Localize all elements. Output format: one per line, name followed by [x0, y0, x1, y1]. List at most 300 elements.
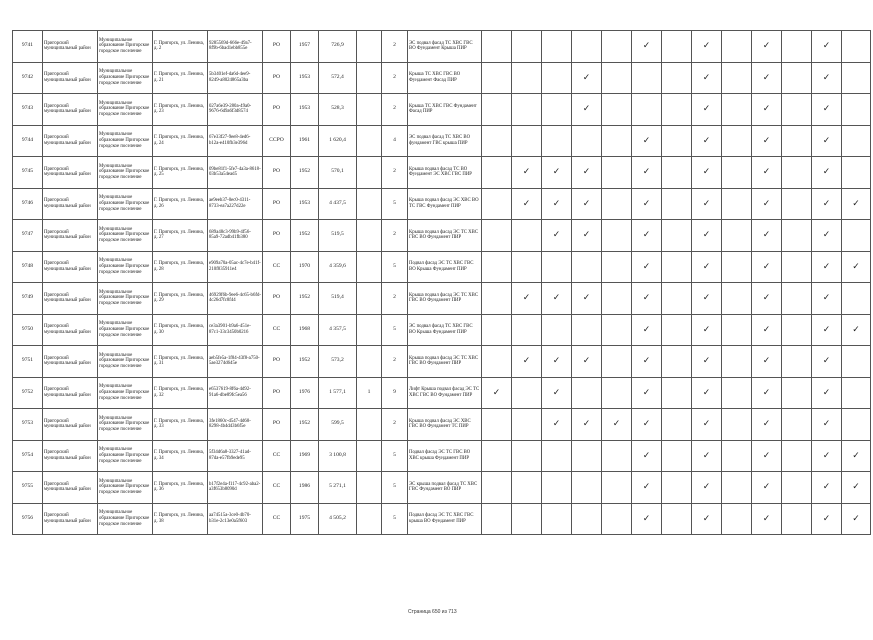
check-mark-icon: ✓: [612, 418, 621, 429]
check-cell: [812, 440, 842, 472]
wall-material-cell: РО: [263, 283, 291, 315]
check-mark-icon: ✓: [642, 323, 651, 334]
municipality-cell: Муниципальное образование Пригорское городское поселение: [98, 409, 153, 441]
row-number: 9746: [13, 188, 43, 220]
check-cell: [482, 220, 512, 252]
check-cell: [842, 62, 871, 94]
check-mark-icon: ✓: [822, 355, 831, 366]
municipality-cell: Муниципальное образование Пригорское городское поселение: [98, 220, 153, 252]
check-mark-icon: ✓: [822, 134, 831, 145]
check-cell: [542, 440, 572, 472]
check-cell: [692, 125, 722, 157]
works-list-cell: Подвал фасад ЭС ТС ХВС ГВС ВО Крыша Фундамент ПИР: [408, 251, 482, 283]
house-guid-cell: b17f2e4a-f117-4c92-aba2-a3f653b8090d: [208, 472, 263, 504]
check-cell: [572, 251, 602, 283]
works-list-cell: Крыша ТС ХВС ГВС ВО Фундамент Фасад ПИР: [408, 62, 482, 94]
check-cell: [482, 31, 512, 63]
district-cell: Пригорский муниципальный район: [43, 188, 98, 220]
check-mark-icon: ✓: [762, 260, 771, 271]
check-cell: [692, 157, 722, 189]
check-mark-icon: ✓: [702, 512, 711, 523]
check-mark-icon: ✓: [822, 166, 831, 177]
works-list-cell: ЭС подвал фасад ТС ХВС ГВС ВО Крыша Фундамент ПИР: [408, 314, 482, 346]
count-cell-a: [357, 503, 382, 535]
check-cell: [752, 440, 782, 472]
area-cell: 573,2: [319, 346, 357, 378]
check-mark-icon: ✓: [822, 197, 831, 208]
check-mark-icon: ✓: [702, 355, 711, 366]
check-mark-icon: ✓: [582, 355, 591, 366]
check-cell: [572, 346, 602, 378]
row-number: 9752: [13, 377, 43, 409]
count-cell-b: 5: [382, 503, 408, 535]
check-mark-icon: ✓: [822, 260, 831, 271]
area-cell: 4 357,5: [319, 314, 357, 346]
check-cell: [782, 31, 812, 63]
district-cell: Пригорский муниципальный район: [43, 440, 98, 472]
check-cell: [572, 220, 602, 252]
check-cell: [782, 283, 812, 315]
check-mark-icon: ✓: [762, 449, 771, 460]
check-cell: [632, 314, 662, 346]
check-mark-icon: ✓: [702, 260, 711, 271]
row-number: 9745: [13, 157, 43, 189]
check-cell: [842, 283, 871, 315]
address-cell: Г. Пригорск, ул. Ленина, д. 2: [153, 31, 208, 63]
check-cell: [812, 503, 842, 535]
wall-material-cell: СС: [263, 440, 291, 472]
works-list-cell: Крыша ТС ХВС ГВС Фундамент Фасад ПИР: [408, 94, 482, 126]
works-list-cell: Крыша подвал фасад ТС ВО Фундамент ЭС ХВС ГВС ПИР: [408, 157, 482, 189]
check-mark-icon: ✓: [642, 40, 651, 51]
check-cell: [722, 125, 752, 157]
municipality-cell: Муниципальное образование Пригорское городское поселение: [98, 314, 153, 346]
check-cell: [572, 157, 602, 189]
check-cell: [842, 503, 871, 535]
works-list-cell: Лифт Крыша подвал фасад ЭС ТС ХВС ГВС ВО Фундамент ПИР: [408, 377, 482, 409]
municipality-cell: Муниципальное образование Пригорское городское поселение: [98, 346, 153, 378]
wall-material-cell: СС: [263, 314, 291, 346]
check-cell: [602, 62, 632, 94]
build-year-cell: 1953: [291, 62, 319, 94]
check-mark-icon: ✓: [822, 481, 831, 492]
address-cell: Г. Пригорск, ул. Ленина, д. 30: [153, 314, 208, 346]
count-cell-b: 2: [382, 409, 408, 441]
address-cell: Г. Пригорск, ул. Ленина, д. 28: [153, 251, 208, 283]
check-mark-icon: ✓: [762, 512, 771, 523]
check-cell: [632, 157, 662, 189]
table-row: [13, 346, 871, 378]
wall-material-cell: РО: [263, 377, 291, 409]
check-cell: [662, 31, 692, 63]
check-cell: [542, 31, 572, 63]
house-guid-cell: 3fe1860c-d547-4d68-8298-4b4d43b6f5e: [208, 409, 263, 441]
count-cell-b: 9: [382, 377, 408, 409]
district-cell: Пригорский муниципальный район: [43, 251, 98, 283]
check-cell: [812, 472, 842, 504]
check-cell: [572, 503, 602, 535]
check-cell: [512, 314, 542, 346]
table-row: [13, 283, 871, 315]
check-cell: [722, 188, 752, 220]
check-cell: [842, 440, 871, 472]
check-cell: [602, 472, 632, 504]
build-year-cell: 1968: [291, 314, 319, 346]
build-year-cell: 1952: [291, 346, 319, 378]
check-cell: [722, 440, 752, 472]
check-cell: [632, 251, 662, 283]
check-mark-icon: ✓: [522, 355, 531, 366]
check-cell: [812, 377, 842, 409]
check-cell: [782, 220, 812, 252]
count-cell-b: 5: [382, 251, 408, 283]
address-cell: Г. Пригорск, ул. Ленина, д. 38: [153, 503, 208, 535]
count-cell-b: 5: [382, 314, 408, 346]
check-cell: [752, 94, 782, 126]
check-cell: [482, 251, 512, 283]
check-cell: [812, 31, 842, 63]
check-cell: [752, 125, 782, 157]
check-cell: [572, 125, 602, 157]
area-cell: 4 437,5: [319, 188, 357, 220]
count-cell-a: [357, 62, 382, 94]
check-cell: [692, 503, 722, 535]
check-mark-icon: ✓: [762, 134, 771, 145]
check-cell: [692, 409, 722, 441]
works-list-cell: ЭС подвал фасад ТС ХВС ГВС ВО Фундамент Крыша ПИР: [408, 31, 482, 63]
check-cell: [722, 409, 752, 441]
check-cell: [512, 157, 542, 189]
wall-material-cell: ССРО: [263, 125, 291, 157]
table-row: [13, 472, 871, 504]
address-cell: Г. Пригорск, ул. Ленина, д. 26: [153, 188, 208, 220]
count-cell-a: [357, 94, 382, 126]
count-cell-a: [357, 283, 382, 315]
check-cell: [812, 346, 842, 378]
check-cell: [482, 125, 512, 157]
row-number: 9741: [13, 31, 43, 63]
works-list-cell: Крыша подвал фасад ЭС ТС ХВС ГВС ВО Фундамент ПИР: [408, 346, 482, 378]
works-list-cell: Подвал фасад ЭС ТС ХВС ГВС крыша ВО Фундамент ПИР: [408, 503, 482, 535]
check-cell: [632, 440, 662, 472]
municipality-cell: Муниципальное образование Пригорское городское поселение: [98, 94, 153, 126]
district-cell: Пригорский муниципальный район: [43, 314, 98, 346]
check-mark-icon: ✓: [702, 229, 711, 240]
check-mark-icon: ✓: [642, 481, 651, 492]
check-cell: [662, 251, 692, 283]
check-cell: [842, 409, 871, 441]
count-cell-a: [357, 31, 382, 63]
check-cell: [542, 409, 572, 441]
check-cell: [692, 472, 722, 504]
check-cell: [542, 283, 572, 315]
check-cell: [542, 62, 572, 94]
works-list-cell: ЭС подвал фасад ТС ХВС ВО фундамент ГВС крыша ПИР: [408, 125, 482, 157]
check-cell: [482, 157, 512, 189]
check-cell: [602, 283, 632, 315]
check-cell: [782, 188, 812, 220]
check-cell: [692, 94, 722, 126]
check-cell: [692, 62, 722, 94]
check-mark-icon: ✓: [762, 323, 771, 334]
table-row: [13, 440, 871, 472]
check-cell: [722, 503, 752, 535]
row-number: 9751: [13, 346, 43, 378]
check-mark-icon: ✓: [642, 418, 651, 429]
table-row: [13, 220, 871, 252]
municipality-cell: Муниципальное образование Пригорское городское поселение: [98, 157, 153, 189]
district-cell: Пригорский муниципальный район: [43, 283, 98, 315]
house-guid-cell: e909a70a-05ac-4c7e-b41f-210f835911e4: [208, 251, 263, 283]
district-cell: Пригорский муниципальный район: [43, 346, 98, 378]
count-cell-a: [357, 409, 382, 441]
check-cell: [782, 94, 812, 126]
check-cell: [542, 377, 572, 409]
check-cell: [542, 251, 572, 283]
check-mark-icon: ✓: [522, 166, 531, 177]
wall-material-cell: СС: [263, 472, 291, 504]
house-guid-cell: 9285569d-666e-49a7-8f9b-6bad1ebb855e: [208, 31, 263, 63]
check-cell: [542, 188, 572, 220]
check-cell: [722, 251, 752, 283]
check-cell: [512, 94, 542, 126]
area-cell: 5 271,1: [319, 472, 357, 504]
works-list-cell: Крыша подвал фасад ЭС ХВС ВО ТС ГВС Фундамент ПИР: [408, 188, 482, 220]
check-cell: [572, 94, 602, 126]
check-cell: [572, 62, 602, 94]
check-cell: [842, 314, 871, 346]
check-cell: [842, 94, 871, 126]
check-mark-icon: ✓: [642, 386, 651, 397]
check-cell: [812, 314, 842, 346]
check-cell: [692, 314, 722, 346]
check-cell: [482, 409, 512, 441]
check-cell: [752, 314, 782, 346]
check-cell: [752, 472, 782, 504]
check-cell: [572, 314, 602, 346]
check-mark-icon: ✓: [552, 386, 561, 397]
wall-material-cell: РО: [263, 409, 291, 441]
row-number: 9749: [13, 283, 43, 315]
count-cell-a: [357, 440, 382, 472]
check-cell: [632, 377, 662, 409]
check-mark-icon: ✓: [642, 292, 651, 303]
row-number: 9753: [13, 409, 43, 441]
check-cell: [722, 472, 752, 504]
check-mark-icon: ✓: [852, 449, 860, 460]
works-list-cell: Крыша подвал фасад ЭС ТС ХВС ГВС ВО Фундамент ПИР: [408, 220, 482, 252]
check-cell: [482, 346, 512, 378]
check-mark-icon: ✓: [852, 197, 860, 208]
build-year-cell: 1952: [291, 283, 319, 315]
check-cell: [722, 62, 752, 94]
check-mark-icon: ✓: [822, 292, 831, 303]
count-cell-b: 5: [382, 188, 408, 220]
check-cell: [512, 188, 542, 220]
count-cell-b: 2: [382, 283, 408, 315]
check-cell: [662, 188, 692, 220]
check-mark-icon: ✓: [702, 40, 711, 51]
district-cell: Пригорский муниципальный район: [43, 377, 98, 409]
check-cell: [782, 440, 812, 472]
check-mark-icon: ✓: [582, 166, 591, 177]
check-cell: [722, 157, 752, 189]
check-cell: [482, 314, 512, 346]
check-mark-icon: ✓: [702, 166, 711, 177]
house-guid-cell: aa74515a-3ce0-4b70-b31e-2c13e0a5f603: [208, 503, 263, 535]
area-cell: 4 505,2: [319, 503, 357, 535]
page-footer: Страница 650 из 713: [408, 609, 457, 615]
check-cell: [662, 503, 692, 535]
address-cell: Г. Пригорск, ул. Ленина, д. 24: [153, 125, 208, 157]
count-cell-a: 1: [357, 377, 382, 409]
check-mark-icon: ✓: [702, 134, 711, 145]
address-cell: Г. Пригорск, ул. Ленина, д. 34: [153, 440, 208, 472]
check-mark-icon: ✓: [702, 449, 711, 460]
check-cell: [722, 346, 752, 378]
check-cell: [842, 346, 871, 378]
address-cell: Г. Пригорск, ул. Ленина, д. 33: [153, 409, 208, 441]
check-cell: [752, 377, 782, 409]
area-cell: 1 620,4: [319, 125, 357, 157]
check-cell: [812, 94, 842, 126]
check-cell: [812, 251, 842, 283]
count-cell-a: [357, 346, 382, 378]
check-cell: [782, 409, 812, 441]
count-cell-b: 2: [382, 31, 408, 63]
check-cell: [812, 157, 842, 189]
count-cell-a: [357, 220, 382, 252]
check-mark-icon: ✓: [702, 323, 711, 334]
check-cell: [512, 472, 542, 504]
area-cell: 3 100,8: [319, 440, 357, 472]
municipality-cell: Муниципальное образование Пригорское городское поселение: [98, 31, 153, 63]
check-mark-icon: ✓: [702, 481, 711, 492]
wall-material-cell: РО: [263, 62, 291, 94]
municipality-cell: Муниципальное образование Пригорское городское поселение: [98, 251, 153, 283]
check-mark-icon: ✓: [702, 71, 711, 82]
check-cell: [482, 62, 512, 94]
count-cell-b: 4: [382, 125, 408, 157]
address-cell: Г. Пригорск, ул. Ленина, д. 23: [153, 94, 208, 126]
check-cell: [512, 31, 542, 63]
check-cell: [752, 31, 782, 63]
build-year-cell: 1975: [291, 503, 319, 535]
area-cell: 519,4: [319, 283, 357, 315]
check-cell: [692, 220, 722, 252]
build-year-cell: 1953: [291, 188, 319, 220]
district-cell: Пригорский муниципальный район: [43, 62, 98, 94]
check-cell: [662, 440, 692, 472]
check-cell: [662, 409, 692, 441]
check-mark-icon: ✓: [702, 292, 711, 303]
row-number: 9744: [13, 125, 43, 157]
check-mark-icon: ✓: [762, 481, 771, 492]
check-cell: [842, 188, 871, 220]
check-cell: [812, 409, 842, 441]
check-mark-icon: ✓: [642, 197, 651, 208]
count-cell-a: [357, 314, 382, 346]
district-cell: Пригорский муниципальный район: [43, 409, 98, 441]
table-row: [13, 314, 871, 346]
area-cell: 599,5: [319, 409, 357, 441]
check-mark-icon: ✓: [852, 323, 860, 334]
count-cell-b: 2: [382, 62, 408, 94]
check-cell: [512, 409, 542, 441]
check-mark-icon: ✓: [822, 449, 831, 460]
check-mark-icon: ✓: [582, 418, 591, 429]
check-cell: [722, 31, 752, 63]
check-cell: [692, 251, 722, 283]
house-guid-cell: aeb5fe5a-1f84-43f8-a750-5ae3274d645e: [208, 346, 263, 378]
check-cell: [722, 314, 752, 346]
area-cell: 570,1: [319, 157, 357, 189]
check-cell: [632, 409, 662, 441]
check-cell: [572, 377, 602, 409]
check-cell: [512, 440, 542, 472]
house-guid-cell: 689a48c3-99b9-4f56-85a9-72adb41fb380: [208, 220, 263, 252]
check-cell: [632, 94, 662, 126]
table-row: [13, 377, 871, 409]
check-cell: [632, 346, 662, 378]
table-row: [13, 94, 871, 126]
check-cell: [542, 346, 572, 378]
check-cell: [842, 220, 871, 252]
check-cell: [542, 472, 572, 504]
check-cell: [692, 346, 722, 378]
check-cell: [602, 125, 632, 157]
check-cell: [752, 283, 782, 315]
check-cell: [602, 188, 632, 220]
area-cell: 1 577,1: [319, 377, 357, 409]
check-cell: [692, 377, 722, 409]
check-cell: [782, 157, 812, 189]
check-cell: [812, 283, 842, 315]
build-year-cell: 1976: [291, 377, 319, 409]
check-cell: [482, 283, 512, 315]
check-cell: [632, 62, 662, 94]
table-row: [13, 125, 871, 157]
check-mark-icon: ✓: [762, 418, 771, 429]
check-cell: [632, 125, 662, 157]
build-year-cell: 1952: [291, 409, 319, 441]
house-guid-cell: ae9eeb37-0ec0-4311-8733-ea7a227d22e: [208, 188, 263, 220]
works-list-cell: Крыша подвал фасад ЭС ТС ХВС ГВС ВО Фундамент ПИР: [408, 283, 482, 315]
check-cell: [512, 377, 542, 409]
check-cell: [752, 251, 782, 283]
count-cell-b: 2: [382, 157, 408, 189]
check-cell: [632, 188, 662, 220]
check-cell: [842, 157, 871, 189]
check-cell: [482, 472, 512, 504]
build-year-cell: 1961: [291, 125, 319, 157]
build-year-cell: 1970: [291, 251, 319, 283]
check-cell: [662, 314, 692, 346]
area-cell: 519,5: [319, 220, 357, 252]
check-mark-icon: ✓: [552, 418, 561, 429]
works-list-cell: Крыша подвал фасад ЭС ХВС ГВС ВО Фундамент ТС ПИР: [408, 409, 482, 441]
check-cell: [542, 125, 572, 157]
check-cell: [782, 314, 812, 346]
check-cell: [782, 62, 812, 94]
district-cell: Пригорский муниципальный район: [43, 31, 98, 63]
check-mark-icon: ✓: [702, 418, 711, 429]
check-cell: [662, 377, 692, 409]
district-cell: Пригорский муниципальный район: [43, 503, 98, 535]
check-mark-icon: ✓: [762, 292, 771, 303]
check-cell: [752, 157, 782, 189]
house-guid-cell: 67e33f27-9ee8-4ed6-b12a-e410fb3e396d: [208, 125, 263, 157]
